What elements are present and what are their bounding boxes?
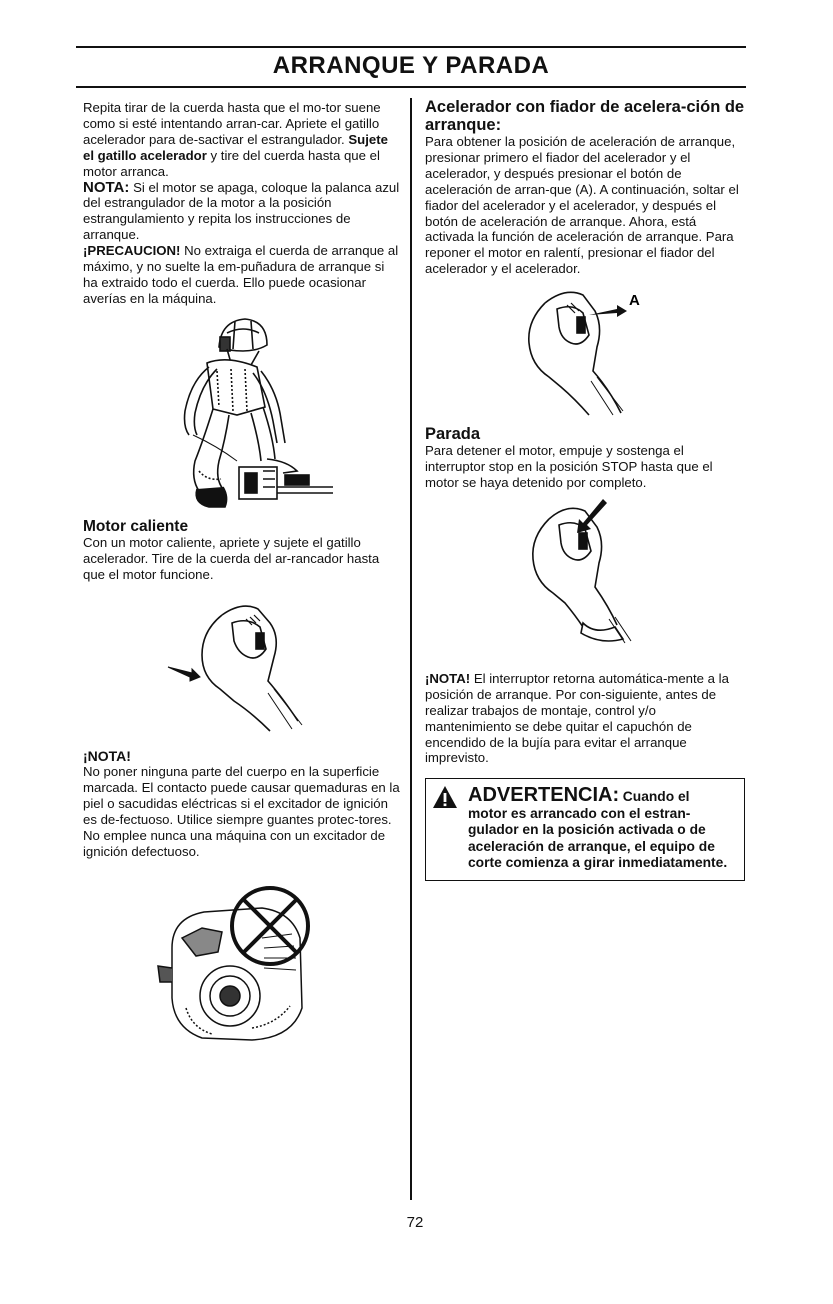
right-nota-label: ¡NOTA! bbox=[425, 670, 471, 686]
motor-caliente-title: Motor caliente bbox=[83, 517, 189, 535]
advertencia-text-2: motor es arrancado con el estran-gulador en la posición activada o de aceleración de arranque, el equipo de corte comienza a girar inmediatamente. bbox=[468, 805, 728, 871]
parada-text: Para detener el motor, empuje y sostenga el interruptor stop en la posición STOP hasta que el motor se haya detenido por completo. bbox=[425, 443, 713, 490]
advertencia-label: ADVERTENCIA: bbox=[468, 784, 620, 807]
intro-text-1: Repita tirar de la cuerda hasta que el mo-tor suene como si esté intentando arran-car. Apriete el gatillo acelerador para de-sactivar el estrangulador. bbox=[83, 100, 381, 147]
page-title: ARRANQUE Y PARADA bbox=[272, 52, 550, 79]
nota-text: Si el motor se apaga, coloque la palanca azul del estrangulador de la motor a la posición estrangulamiento y repita los instrucciones de arranque. bbox=[83, 179, 400, 243]
stop-switch-illustration bbox=[505, 495, 665, 645]
intro-paragraph bbox=[83, 100, 401, 180]
precaucion-paragraph bbox=[83, 243, 401, 307]
page-number: 72 bbox=[406, 1214, 424, 1231]
right-nota-text: El interruptor retorna automática-mente a la posición de arranque. Por con-siguiente, antes de realizar trabajos de montaje, control y/o mantenimiento se debe quitar el capuchón de encendido de la bujía para evitar el arranque imprevisto. bbox=[425, 670, 729, 766]
left-column bbox=[83, 100, 401, 1048]
parada-title: Parada bbox=[425, 425, 481, 444]
acelerador-title: Acelerador con fiador de acelera-ción de arranque: bbox=[425, 98, 745, 134]
precaucion-text: No extraiga el cuerda de arranque al máximo, y no suelte la em-puñadura de arranque si ha extraido todo el cuerda. Ello puede ocasionar averías en la máquina. bbox=[83, 243, 399, 306]
top-rule bbox=[76, 46, 746, 48]
figure-label-a: A bbox=[629, 292, 640, 310]
direction-arrow-icon bbox=[168, 667, 200, 681]
nota2-text: No poner ninguna parte del cuerpo en la superficie marcada. El contacto puede causar quemaduras en la piel o sacudidas eléctricas si el excitador de ignición es de-fectuoso. Utilice siempre guantes protec-tores. No emplee nunca una máquina con un excitador de ignición defectuoso. bbox=[83, 764, 400, 859]
right-nota-paragraph bbox=[425, 671, 745, 766]
nota2-label: ¡NOTA! bbox=[83, 747, 131, 764]
intro-bold-text: Sujete el gatillo acelerador bbox=[83, 131, 388, 163]
advertencia-text-1: Cuando el bbox=[622, 789, 690, 805]
starting-posture-illustration bbox=[147, 311, 337, 516]
title-underline bbox=[76, 86, 746, 88]
nota-label: NOTA: bbox=[83, 178, 130, 196]
advertencia-box bbox=[425, 778, 745, 881]
throttle-button-a-illustration bbox=[505, 281, 665, 421]
stop-arrow-icon bbox=[577, 499, 607, 533]
acelerador-text: Para obtener la posición de aceleración de arranque, presionar primero el fiador del acelerador y el acelerador, y después presionar el botón de aceleración de arran-que (A). A continuación, soltar el fiador del acelerador y el acelerador, y después el botón de aceleración de arranque. Ahora, está activada la función de aceleración de arranque. Para reponer el motor en ralentí, presionar el fiador del acelerador y el acelerador. bbox=[425, 134, 739, 277]
intro-text-2: y tire del cuerda hasta que el motor arranca. bbox=[83, 147, 380, 179]
motor-caliente-text: Con un motor caliente, apriete y sujete el gatillo acelerador. Tire de la cuerda del ar-rancador hasta que el motor funcione. bbox=[83, 534, 380, 582]
nota-paragraph bbox=[83, 180, 401, 244]
engine-prohibited-illustration bbox=[152, 878, 332, 1048]
precaucion-label: ¡PRECAUCION! bbox=[83, 243, 181, 259]
throttle-handle-illustration bbox=[162, 597, 322, 737]
right-column bbox=[425, 98, 745, 881]
column-divider bbox=[410, 98, 412, 1200]
warning-triangle-icon bbox=[432, 785, 458, 809]
